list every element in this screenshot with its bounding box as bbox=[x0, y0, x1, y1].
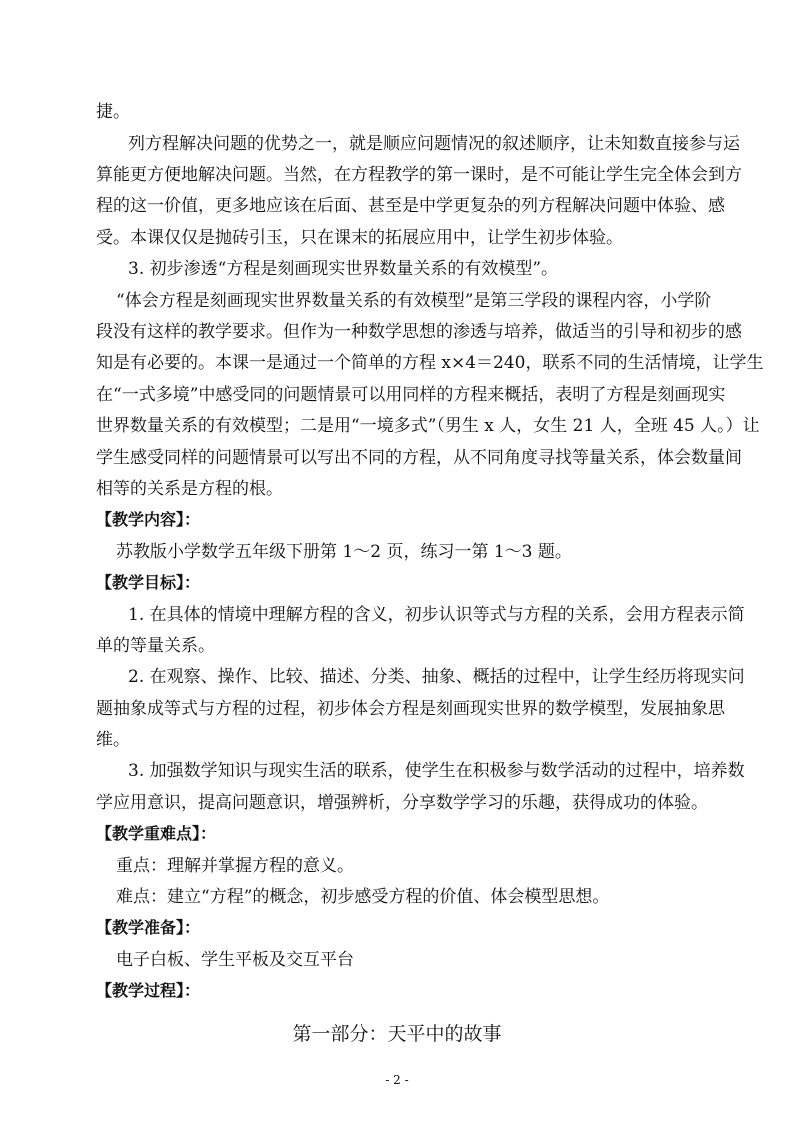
text-line: 难点：建立“方程”的概念，初步感受方程的价值、体会模型思想。 bbox=[116, 887, 610, 907]
paragraph-line: 列方程解决问题的优势之一，就是顺应问题情况的叙述顺序，让未知数直接参与运 bbox=[128, 134, 740, 154]
numbered-item: 2. 在观察、操作、比较、描述、分类、抽象、概括的过程中，让学生经历将现实问 bbox=[128, 667, 745, 687]
numbered-item: 3. 加强数学知识与现实生活的联系，使学生在积极参与数学活动的过程中，培养数 bbox=[128, 761, 745, 781]
section-heading-objectives: 【教学目标】： bbox=[96, 573, 201, 592]
text-line: 程的这一价值，更多地应该在后面、甚至是中学更复杂的列方程解决问题中体验、感 bbox=[96, 196, 725, 216]
text-line: 题抽象成等式与方程的过程，初步体会方程是刻画现实世界的数学模型，发展抽象思 bbox=[96, 699, 725, 719]
text-line: 知是有必要的。本课一是通过一个简单的方程 x×4＝240，联系不同的生活情境，让学生 bbox=[96, 353, 764, 373]
text-line: 捷。 bbox=[96, 102, 130, 122]
paragraph-line: “体会方程是刻画现实世界数量关系的有效模型”是第三学段的课程内容，小学阶 bbox=[116, 291, 712, 311]
section-title: 第一部分：天平中的故事 bbox=[292, 1023, 502, 1045]
page-number: - 2 - bbox=[385, 1073, 409, 1087]
text-line: 学应用意识，提高问题意识，增强辨析，分享数学学习的乐趣，获得成功的体验。 bbox=[96, 793, 708, 813]
section-heading-key-points: 【教学重难点】： bbox=[96, 824, 217, 843]
text-line: 受。本课仅仅是抛砖引玉，只在课末的拓展应用中，让学生初步体验。 bbox=[96, 228, 623, 248]
section-heading-preparation: 【教学准备】： bbox=[96, 918, 201, 937]
text-line: 重点：理解并掌握方程的意义。 bbox=[116, 856, 354, 876]
text-line: 相等的关系是方程的根。 bbox=[96, 479, 283, 499]
text-line: 电子白板、学生平板及交互平台 bbox=[116, 950, 354, 970]
text-line: 单的等量关系。 bbox=[96, 636, 215, 656]
text-line: 苏教版小学数学五年级下册第 1～2 页，练习一第 1～3 题。 bbox=[116, 542, 572, 562]
section-heading-process: 【教学过程】： bbox=[96, 981, 201, 1000]
text-line: 在“一式多境”中感受同的问题情景可以用同样的方程来概括，表明了方程是刻画现实 bbox=[96, 385, 726, 405]
text-line: 学生感受同样的问题情景可以写出不同的方程，从不同角度寻找等量关系，体会数量间 bbox=[96, 448, 742, 468]
numbered-item: 3. 初步渗透“方程是刻画现实世界数量关系的有效模型”。 bbox=[128, 259, 559, 279]
numbered-item: 1. 在具体的情境中理解方程的含义，初步认识等式与方程的关系，会用方程表示简 bbox=[128, 605, 745, 625]
text-line: 算能更方便地解决问题。当然，在方程教学的第一课时，是不可能让学生完全体会到方 bbox=[96, 165, 742, 185]
text-line: 段没有这样的教学要求。但作为一种数学思想的渗透与培养，做适当的引导和初步的感 bbox=[96, 322, 742, 342]
text-line: 维。 bbox=[96, 730, 130, 750]
text-line: 世界数量关系的有效模型；二是用“一境多式”（男生 x 人，女生 21 人，全班 45 人。）让 bbox=[96, 416, 760, 436]
section-heading-content: 【教学内容】： bbox=[96, 510, 201, 529]
